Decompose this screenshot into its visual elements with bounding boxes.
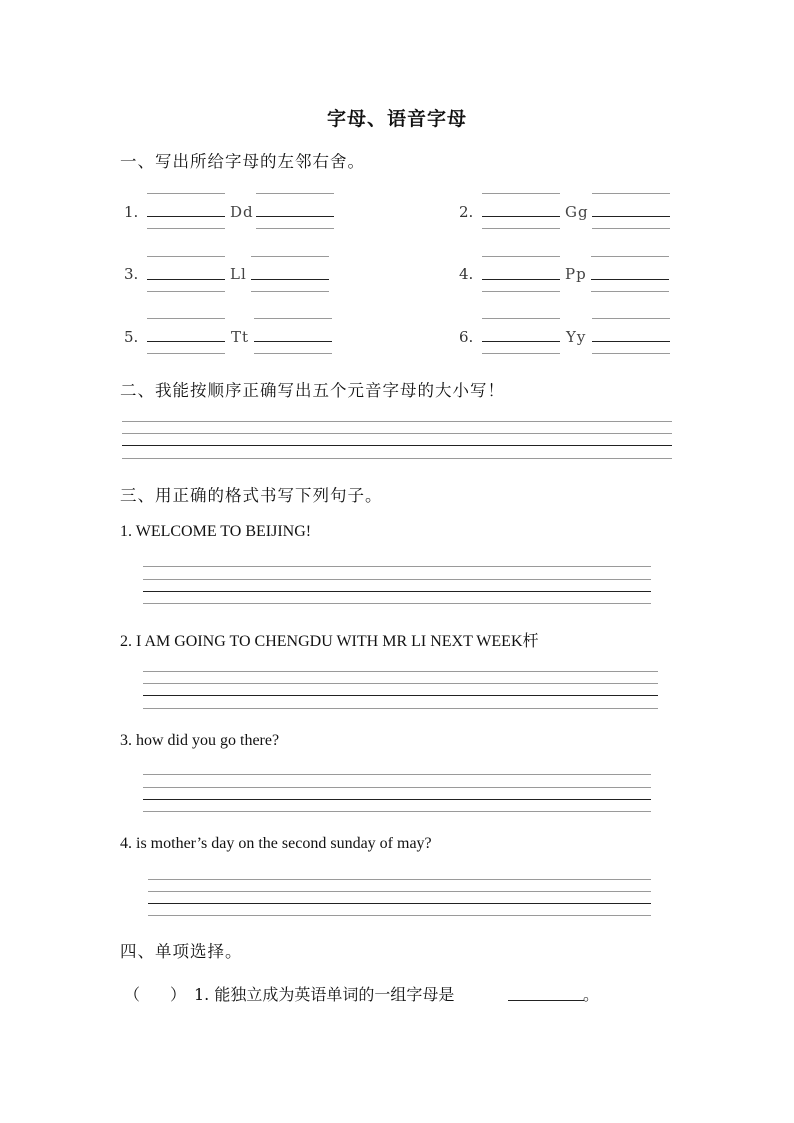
answer-blank-right[interactable]	[254, 341, 332, 342]
guide-line	[256, 193, 334, 194]
item-number: 5.	[124, 328, 139, 346]
sentence-3: 3. how did you go there?	[120, 732, 280, 749]
answer-blank-right[interactable]	[591, 279, 669, 280]
given-letter: Yy	[566, 328, 587, 346]
guide-line	[482, 256, 560, 257]
item-number: 3.	[124, 265, 139, 283]
guide-line	[147, 291, 225, 292]
question-text: 1. 能独立成为英语单词的一组字母是	[194, 985, 455, 1004]
guide-line	[147, 318, 225, 319]
guide-line	[147, 193, 225, 194]
sentence-2: 2. I AM GOING TO CHENGDU WITH MR LI NEXT WEEK杆	[120, 633, 539, 650]
guide-line	[251, 291, 329, 292]
guide-line	[591, 256, 669, 257]
guide-line	[256, 228, 334, 229]
guide-line	[143, 566, 651, 567]
guide-line	[254, 353, 332, 354]
item-number: 2.	[459, 203, 474, 221]
guide-line	[482, 228, 560, 229]
guide-line	[147, 353, 225, 354]
guide-line	[143, 708, 658, 709]
given-letter: Dd	[230, 203, 254, 221]
answer-blank-left[interactable]	[482, 279, 560, 280]
guide-line	[143, 671, 658, 672]
guide-line	[143, 811, 651, 812]
base-line	[143, 799, 651, 800]
given-letter: Tt	[231, 328, 250, 346]
answer-blank[interactable]	[508, 1000, 584, 1001]
guide-line	[148, 915, 651, 916]
answer-blank-left[interactable]	[147, 279, 225, 280]
answer-blank-left[interactable]	[482, 341, 560, 342]
section4-heading: 四、单项选择。	[120, 942, 243, 961]
page-title: 字母、语音字母	[326, 108, 467, 130]
guide-line	[592, 318, 670, 319]
answer-blank-right[interactable]	[251, 279, 329, 280]
section1-heading: 一、写出所给字母的左邻右舍。	[120, 152, 365, 171]
guide-line	[143, 774, 651, 775]
guide-line	[122, 433, 672, 434]
answer-paren-open[interactable]: （	[124, 985, 141, 1004]
guide-line	[482, 318, 560, 319]
guide-line	[148, 891, 651, 892]
base-line	[143, 591, 651, 592]
given-letter: Ll	[230, 265, 247, 283]
answer-paren-close[interactable]: ）	[170, 985, 187, 1004]
item-number: 6.	[459, 328, 474, 346]
given-letter: Pp	[565, 265, 587, 283]
section3-heading: 三、用正确的格式书写下列句子。	[120, 486, 383, 505]
guide-line	[591, 291, 669, 292]
guide-line	[122, 458, 672, 459]
answer-blank-left[interactable]	[482, 216, 560, 217]
guide-line	[147, 228, 225, 229]
base-line	[143, 695, 658, 696]
section2-heading: 二、我能按顺序正确写出五个元音字母的大小写！	[120, 381, 505, 400]
item-number: 4.	[459, 265, 474, 283]
guide-line	[592, 228, 670, 229]
guide-line	[592, 353, 670, 354]
guide-line	[143, 603, 651, 604]
sentence-4: 4. is mother’s day on the second sunday of may?	[120, 835, 432, 852]
answer-blank-left[interactable]	[147, 341, 225, 342]
answer-blank-left[interactable]	[147, 216, 225, 217]
guide-line	[147, 256, 225, 257]
guide-line	[143, 787, 651, 788]
item-number: 1.	[124, 203, 139, 221]
given-letter: Gg	[565, 203, 589, 221]
answer-blank-right[interactable]	[592, 341, 670, 342]
guide-line	[482, 291, 560, 292]
question-end: 。	[583, 985, 600, 1004]
answer-blank-right[interactable]	[592, 216, 670, 217]
sentence-1: 1. WELCOME TO BEIJING!	[120, 523, 312, 540]
base-line	[148, 903, 651, 904]
guide-line	[148, 879, 651, 880]
guide-line	[143, 683, 658, 684]
answer-blank-right[interactable]	[256, 216, 334, 217]
base-line	[122, 445, 672, 446]
guide-line	[251, 256, 329, 257]
guide-line	[122, 421, 672, 422]
guide-line	[254, 318, 332, 319]
guide-line	[482, 353, 560, 354]
guide-line	[482, 193, 560, 194]
guide-line	[592, 193, 670, 194]
guide-line	[143, 579, 651, 580]
